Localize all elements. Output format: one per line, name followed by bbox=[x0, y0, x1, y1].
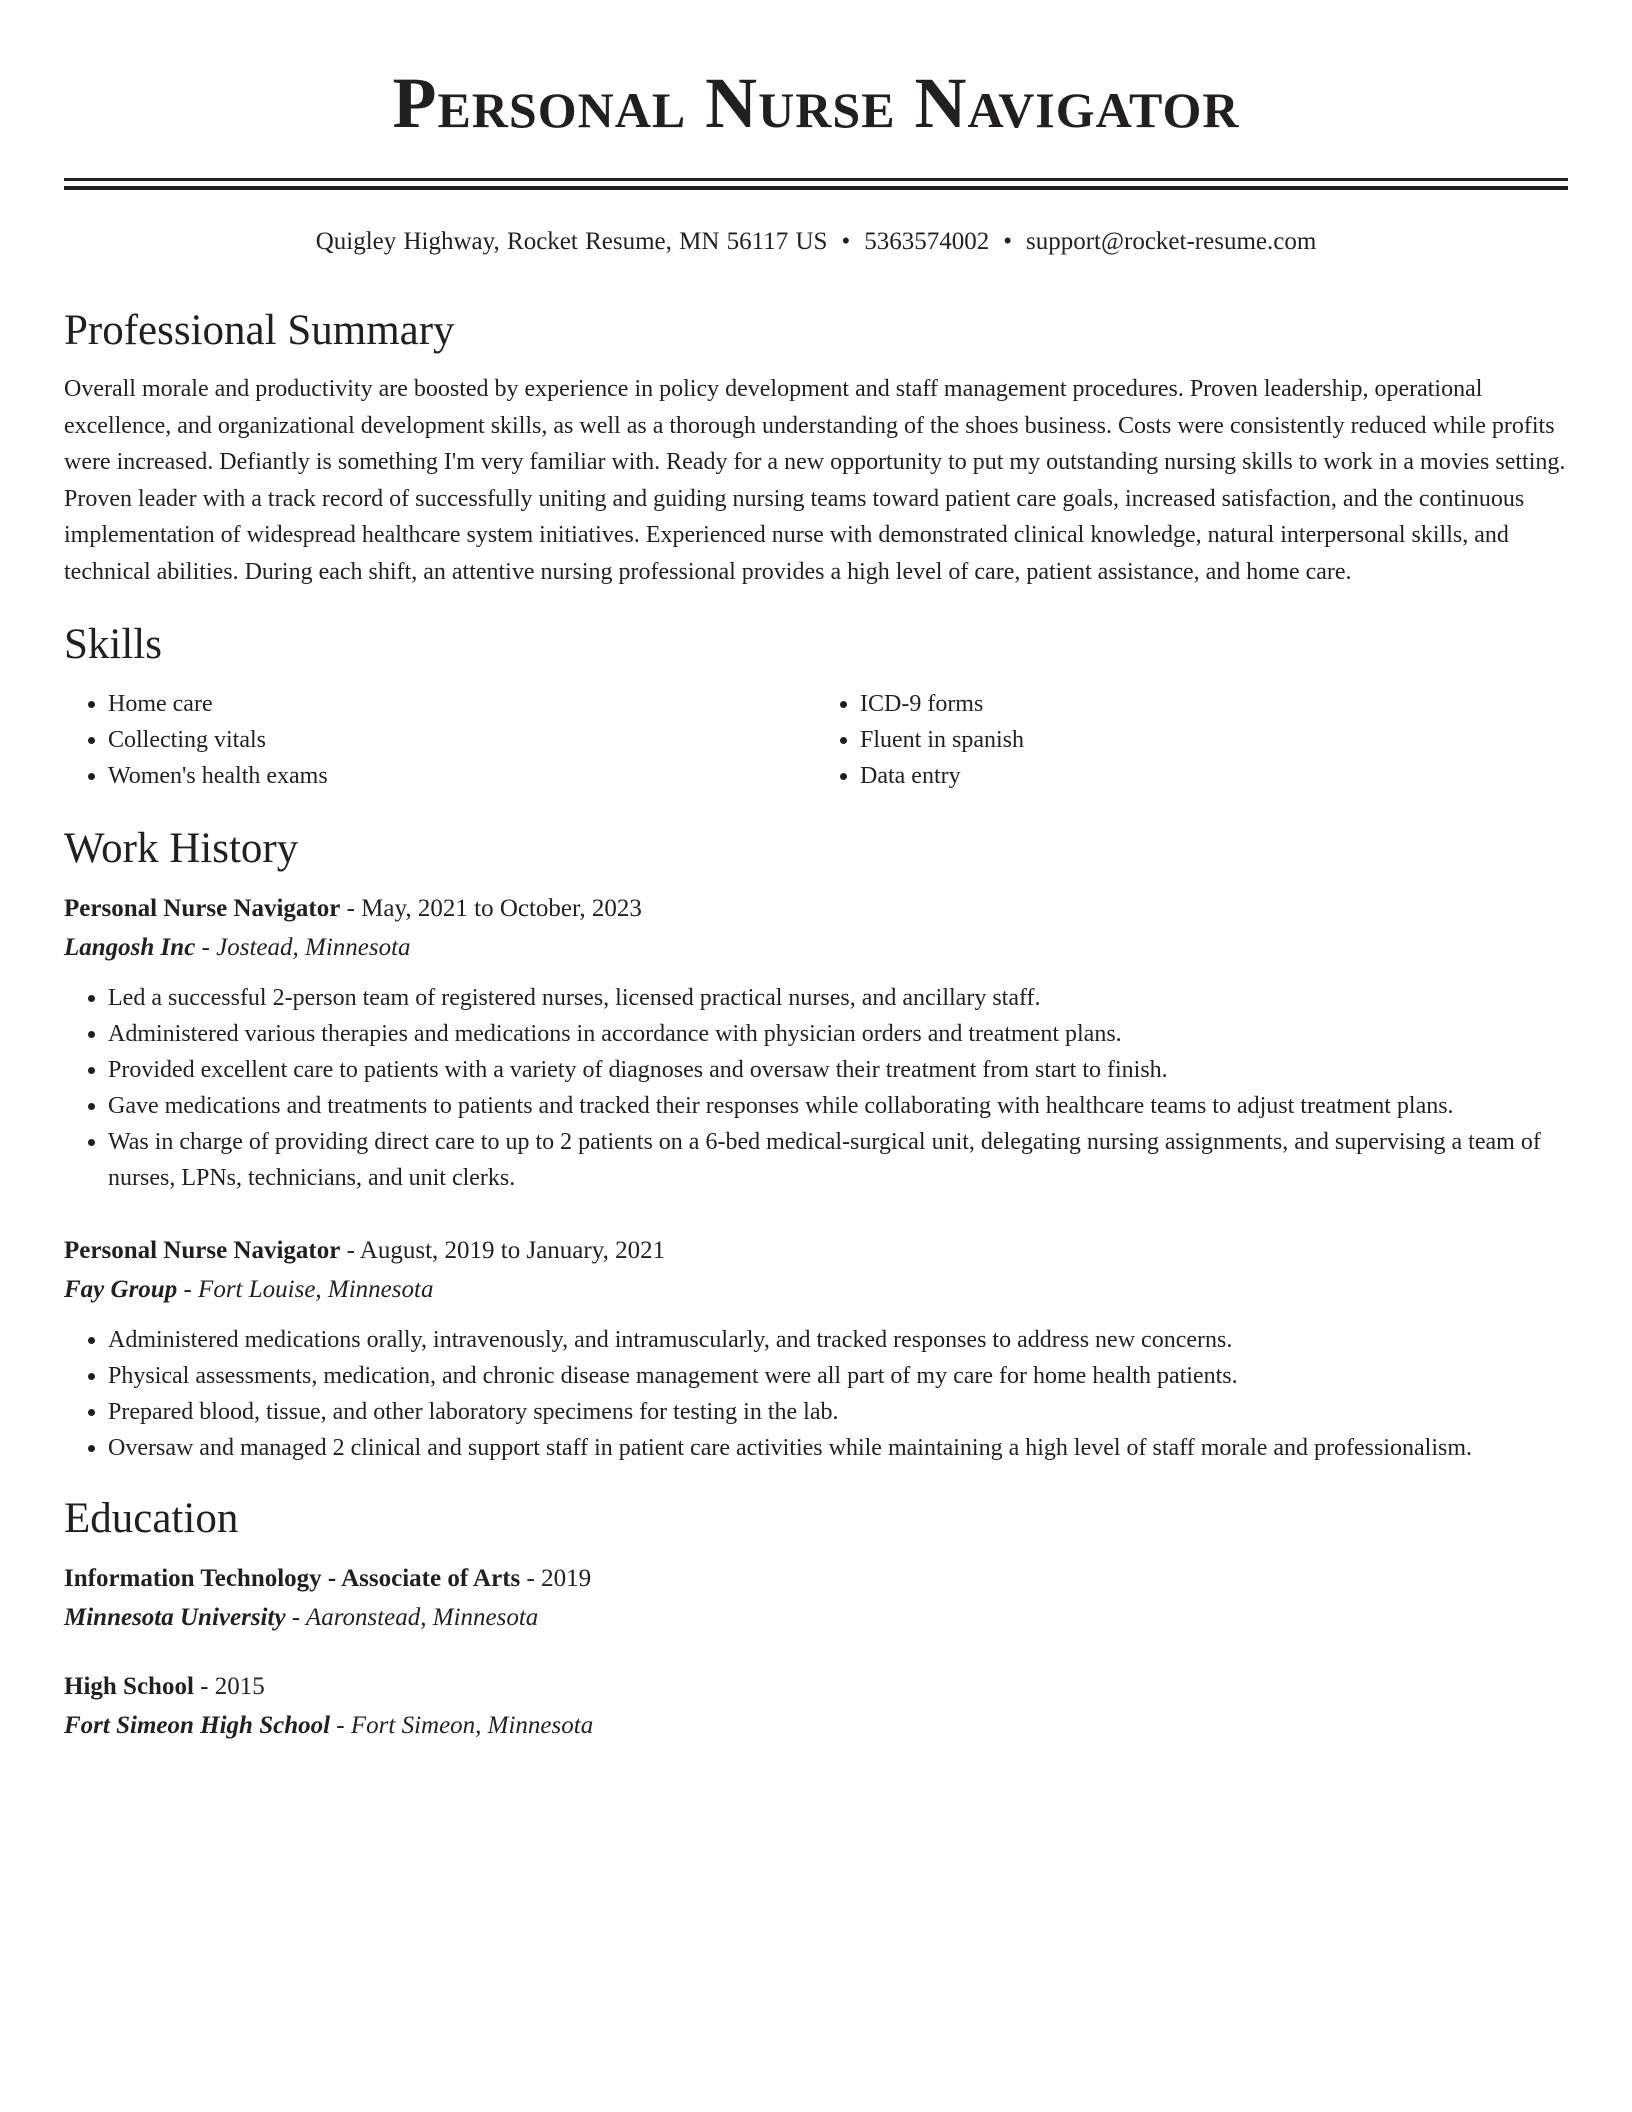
education-degree: Information Technology - Associate of Arts bbox=[64, 1565, 521, 1592]
job-entry bbox=[64, 1232, 1568, 1466]
job-role: Personal Nurse Navigator bbox=[64, 895, 341, 922]
job-bullet: • Physical assessments, medication, and chronic disease management were all part of my care for home health patients. bbox=[108, 1358, 1568, 1394]
skills-column-right bbox=[816, 686, 1568, 794]
skill-item: • Women's health exams bbox=[108, 758, 816, 794]
education-heading: Education bbox=[64, 1495, 239, 1542]
education-year: - 2015 bbox=[193, 1673, 265, 1700]
job-company: Fay Group bbox=[64, 1276, 178, 1303]
education-degree-line bbox=[64, 1668, 1568, 1706]
skills-list bbox=[64, 686, 1568, 794]
job-bullets bbox=[64, 980, 1568, 1196]
contact-email: support@rocket-resume.com bbox=[1025, 228, 1317, 255]
education-location: - Aaronstead, Minnesota bbox=[285, 1604, 539, 1631]
skill-item: • Data entry bbox=[860, 758, 1568, 794]
skill-item: • ICD-9 forms bbox=[860, 686, 1568, 722]
job-bullets bbox=[64, 1322, 1568, 1466]
summary-heading: Professional Summary bbox=[64, 307, 455, 354]
contact-phone: 5363574002 bbox=[864, 228, 990, 255]
job-company: Langosh Inc bbox=[64, 934, 196, 961]
job-location: - Jostead, Minnesota bbox=[195, 934, 411, 961]
job-bullet: • Was in charge of providing direct care to up to 2 patients on a 6-bed medical-surgical unit, delegating nursing assignments, and supervising a team of nurses, LPNs, technicians, and unit clerks. bbox=[108, 1124, 1568, 1196]
education-entry bbox=[64, 1560, 1568, 1638]
summary-paragraph: Overall morale and productivity are boosted by experience in policy development and staff management procedures. Proven leadership, operational excellence, and organizational development skills, as well as a thorough understanding of the shoes business. Costs were consistently reduced while profits were increased. Defiantly is something I'm very familiar with. Ready for a new opportunity to put my outstanding nursing skills to work in a movies setting. Proven leader with a track record of successfully uniting and guiding nursing teams toward patient care goals, increased satisfaction, and the continuous implementation of widespread healthcare system initiatives. Experienced nurse with demonstrated clinical knowledge, natural interpersonal skills, and technical abilities. During each shift, an attentive nursing professional provides a high level of care, patient assistance, and home care. bbox=[64, 376, 1566, 585]
job-location: - Fort Louise, Minnesota bbox=[177, 1276, 434, 1303]
job-entry bbox=[64, 890, 1568, 1196]
education-school-line bbox=[64, 1598, 1568, 1638]
job-dates: - August, 2019 to January, 2021 bbox=[340, 1237, 666, 1264]
job-role: Personal Nurse Navigator bbox=[64, 1237, 341, 1264]
education-school-line bbox=[64, 1706, 1568, 1746]
resume-name: Personal Nurse Navigator bbox=[392, 63, 1240, 143]
job-bullet: • Administered various therapies and medications in accordance with physician orders and treatment plans. bbox=[108, 1016, 1568, 1052]
skill-item: • Home care bbox=[108, 686, 816, 722]
education-year: - 2019 bbox=[520, 1565, 592, 1592]
education-degree-line bbox=[64, 1560, 1568, 1598]
education-school: Minnesota University bbox=[64, 1604, 286, 1631]
job-bullet: • Administered medications orally, intravenously, and intramuscularly, and tracked responses to address new concerns. bbox=[108, 1322, 1568, 1358]
contact-separator: • bbox=[841, 228, 851, 255]
contact-address: Quigley Highway, Rocket Resume, MN 56117 US bbox=[315, 228, 828, 255]
job-employer bbox=[64, 1270, 1568, 1310]
work-history-heading: Work History bbox=[64, 825, 299, 872]
job-header bbox=[64, 890, 1568, 928]
contact-separator: • bbox=[1003, 228, 1012, 255]
skills-column-left bbox=[64, 686, 816, 794]
job-bullet: • Oversaw and managed 2 clinical and support staff in patient care activities while maintaining a high level of staff morale and professionalism. bbox=[108, 1430, 1568, 1466]
job-employer bbox=[64, 928, 1568, 968]
job-bullet: • Gave medications and treatments to patients and tracked their responses while collaborating with healthcare teams to adjust treatment plans. bbox=[108, 1088, 1568, 1124]
job-bullet: • Led a successful 2-person team of registered nurses, licensed practical nurses, and ancillary staff. bbox=[108, 980, 1568, 1016]
job-header bbox=[64, 1232, 1568, 1270]
education-degree: High School bbox=[64, 1673, 194, 1700]
header-divider bbox=[64, 178, 1568, 190]
education-entry bbox=[64, 1668, 1568, 1746]
job-bullet: • Prepared blood, tissue, and other laboratory specimens for testing in the lab. bbox=[108, 1394, 1568, 1430]
job-bullet: • Provided excellent care to patients with a variety of diagnoses and oversaw their treatment from start to finish. bbox=[108, 1052, 1568, 1088]
education-school: Fort Simeon High School bbox=[64, 1712, 331, 1739]
skills-heading: Skills bbox=[64, 621, 162, 668]
skill-item: • Collecting vitals bbox=[108, 722, 816, 758]
skill-item: • Fluent in spanish bbox=[860, 722, 1568, 758]
contact-line bbox=[64, 225, 1568, 259]
job-dates: - May, 2021 to October, 2023 bbox=[340, 895, 642, 922]
education-location: - Fort Simeon, Minnesota bbox=[330, 1712, 594, 1739]
